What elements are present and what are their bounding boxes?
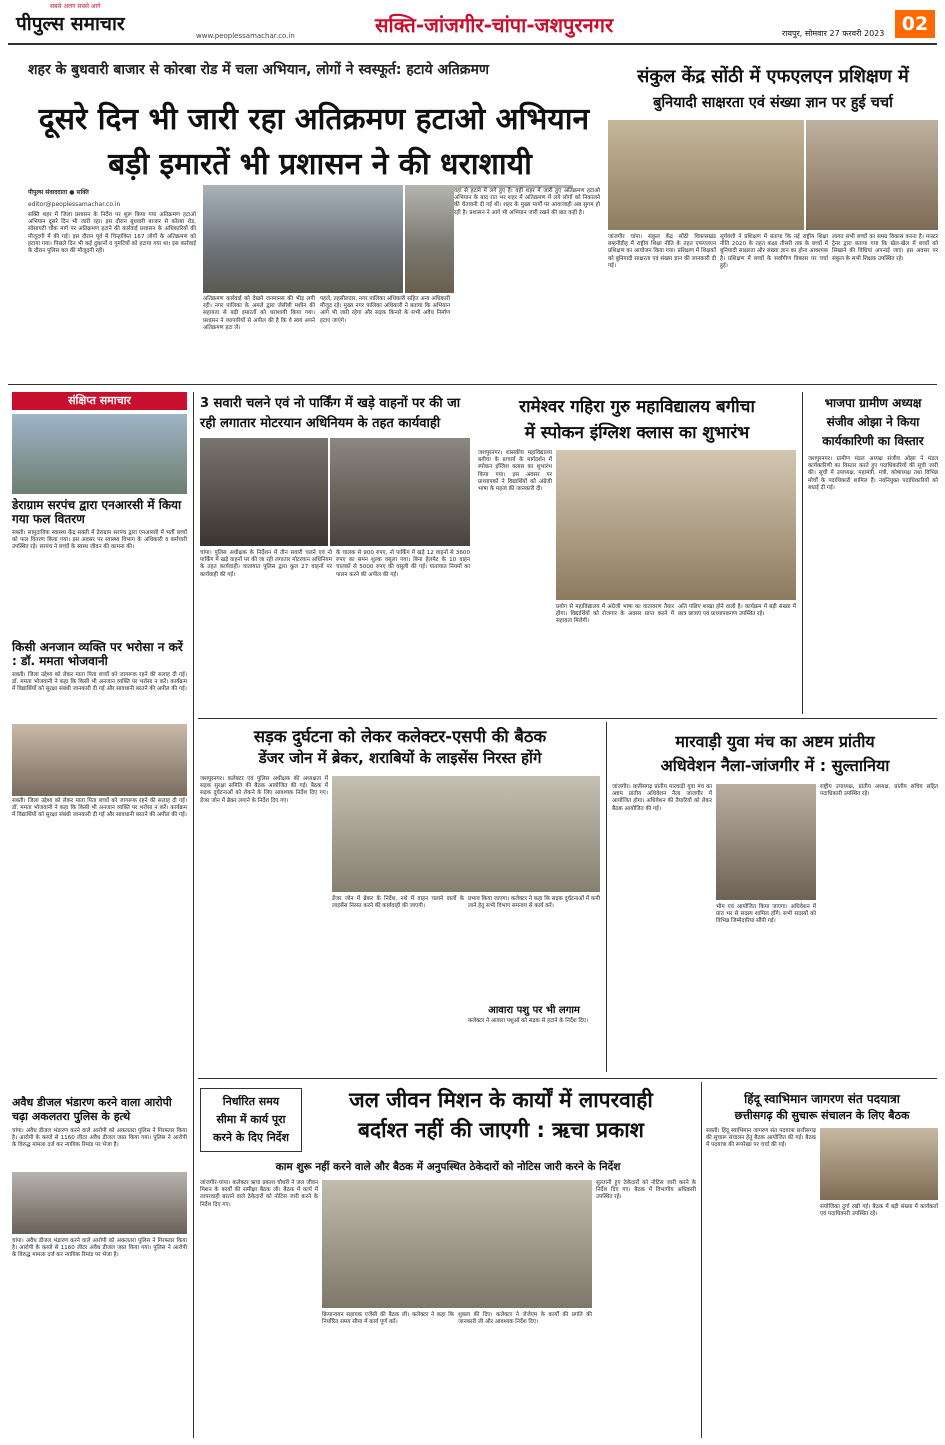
motor-headline-2: रही लगातार मोटरयान अधिनियम के तहत कार्यवाही <box>200 416 441 431</box>
lead-email: editor@peoplessamachar.co.in <box>28 201 121 208</box>
brief-1-headline: डेराग्राम सरपंच द्वारा एनआरसी में किया गया फल वितरण <box>12 498 182 526</box>
brief-3-body-cont: चांपा। अवैध डीजल भंडारण करने वाले आरोपी को अकलतरा पुलिस ने गिरफ्तार किया है। आरोपी के कब्जे से 1160 लीटर अवैध डीजल जब्त किया गया। पुलिस ने आरोपी के विरुद्ध मामला दर्ज कर न्यायिक रिमांड पर भेजा है। <box>12 1238 189 1259</box>
motor-photo-2 <box>330 438 470 546</box>
brief-2-body-cont: सक्ती। जिला उद्देश्य को लेकर माता पिता बच्चों को जागरूक रहने की सलाह दी गई। डॉ. ममता भोजवानी ने कहा कि किसी भी अनजान व्यक्ति पर भरोसा न करें। कार्यक्रम में विद्यार्थियों को सुरक्षा संबंधी जानकारी दी गई और सावधानी बरतने की अपील की गई। <box>12 798 189 819</box>
divider-1 <box>8 384 937 385</box>
jal-subheadline: काम शुरू नहीं करने वाले और बैठक में अनुपस्थित ठेकेदारों को नोटिस जारी करने के निर्देश <box>275 1161 621 1173</box>
road-headline-2: डेंजर जोन में ब्रेकर, शराबियों के लाइसेंस निरस्त होंगे <box>258 749 542 767</box>
road-body-col4: कलेक्टर ने आवारा पशुओं को सड़क से हटाने के निर्देश दिए। <box>468 1018 589 1024</box>
marwari-headline-1: मारवाड़ी युवा मंच का अष्टम प्रांतीय <box>675 732 875 751</box>
jal-body-col2: क्रियान्वयन सहायक एजेंसी की बैठक ली। कलेक्टर ने कहा कि निर्धारित समय सीमा में कार्य पूर्ण करें। <box>322 1312 456 1326</box>
sonthi-photo-1 <box>608 120 804 230</box>
brief-3-headline: अवैध डीजल भंडारण करने वाला आरोपी चढ़ा अकलतरा पुलिस के हत्थे <box>12 1096 172 1123</box>
jal-sidebox-line-1: निर्धारित समय <box>222 1095 280 1108</box>
section-title: सक्ति-जांजगीर-चांपा-जशपुरनगर <box>375 13 614 37</box>
college-photo <box>556 450 796 600</box>
brief-column-rule <box>193 392 194 1438</box>
bjp-headline-1: भाजपा ग्रामीण अध्यक्ष <box>824 396 922 410</box>
road-photo <box>332 776 600 892</box>
road-subheading: आवारा पशु पर भी लगाम <box>488 1005 580 1016</box>
lead-kicker: शहर के बुधवारी बाजार से कोरबा रोड में चला अभियान, लोगों ने स्वस्फूर्त: हटाये अतिक्रमण <box>28 62 490 78</box>
brief-photo-1 <box>12 414 187 494</box>
lead-body-col1: सक्ति शहर में जिला प्रशासन के निर्देश पर शुरू किया गया अतिक्रमण हटाओ अभियान दूसरे दिन भी जारी रहा। इस दौरान बुधवारी बाजार से कोरबा रोड, सोसायटी चौक मार्ग पर अतिक्रमण हटाने की कार्रवाई प्रशासन के अधिकारियों की मौजूदगी में की गई। इस दौरान पूर्व में चिन्हांकित 167 लोगों के अतिक्रमण को हटाया गया। पिछले दिन भी कई दुकानों व गुमटियों को हटाया गया था। इस कार्रवाई के दौरान पुलिस बल की मौजूदगी रही। <box>28 212 198 255</box>
masthead <box>0 0 945 44</box>
page-number: 02 <box>895 10 935 38</box>
lead-byline: पीपुल्स संवाददाता ● सक्ति <box>28 189 89 196</box>
jal-body-col1: जांजगीर-चांपा। कलेक्टर ऋचा प्रकाश चौधरी ने जल जीवन मिशन के कार्यों की समीक्षा बैठक ली। बैठक में कार्य में लापरवाही बरतने वाले ठेकेदारों को नोटिस जारी करने के निर्देश दिए गए। <box>200 1180 320 1208</box>
divider-2 <box>198 718 937 719</box>
sonthi-photo-2 <box>806 120 938 230</box>
brief-2-headline: किसी अनजान व्यक्ति पर भरोसा न करें : डॉ. ममता भोजवानी <box>12 640 183 668</box>
lead-body-col2: अतिक्रमण कार्रवाई को देखने जनमानस की भीड़ लगी रही। नगर पालिका के अमले द्वारा जेसीबी मशीन की सहायता से बड़ी इमारतों को धराशायी किया गया। प्रशासन ने व्यापारियों से अपील की है कि वे स्वयं अपने अतिक्रमण हटा लें। <box>203 296 317 331</box>
motor-body-col1: चांपा। पुलिस अधीक्षक के निर्देशन में तीन सवारी चलने एवं नो पार्किंग में खड़े वाहनों पर की जा रही लगातार मोटरयान अधिनियम के तहत कार्यवाही। यातायात पुलिस द्वारा कुल 27 वाहनों पर कार्यवाही की गई। <box>200 550 334 578</box>
sonthi-body-col3: लागत सभी बच्चों का समग्र विकास करना है। मास्टर ट्रेनर द्वारा बताया गया कि खेल-खेल में बच्चों को सिखाने की विधियां अपनाई जाएं। इस अवसर पर संकुल के सभी शिक्षक उपस्थित रहे। <box>832 234 940 262</box>
college-body-col3: अति पछिए शाखा होने वाली है। कार्यक्रम में बड़ी संख्या में छात्र छात्राएं एवं प्राध्यापकगण उपस्थित रहे। <box>678 604 798 618</box>
lead-body-col4: वहां से हटाने में लगे हुए हैं। वहीं शहर में जारी हुए अतिक्रमण हटाओ अभियान के बाद रात भर शहर में अतिक्रमण में लगे लोगों को निकालने की चेतावनी दी गई थी। शहर के मुख्य मार्गों पर आवाजाही अब सुगम हो रही है। प्रशासन ने आगे भी अभियान जारी रखने की बात कही है। <box>454 188 600 382</box>
hindu-headline-2: छत्तीसगढ़ की सुचारू संचालन के लिए बैठक <box>734 1109 910 1122</box>
brief-section-label: संक्षिप्त समाचार <box>12 392 187 410</box>
brief-photo-2 <box>12 724 187 796</box>
bjp-body: जशपुरनगर। ग्रामीण मंडल अध्यक्ष संजीव ओझा ने मंडल कार्यकारिणी का विस्तार करते हुए पदाधिकारियों की सूची जारी की। सूची में उपाध्यक्ष, महामंत्री, मंत्री, कोषाध्यक्ष तथा विभिन्न मोर्चों के पदाधिकारी शामिल हैं। नवनियुक्त पदाधिकारियों को बधाई दी गई। <box>808 456 940 491</box>
logo-tagline: सबसे अलग सबसे आगे <box>50 3 101 10</box>
marwari-photo <box>716 784 816 900</box>
jal-photo <box>322 1180 592 1308</box>
logo: पीपुल्स समाचार <box>16 13 125 35</box>
lead-body-col3: पहले, तहसीलदार, नगर पालिका अधिकारी सहित अन्य अधिकारी मौजूद रहे। मुख्य नगर पालिका अधिकारी ने बताया कि अभियान आगे भी जारी रहेगा और सड़क किनारे के सभी अवैध निर्माण हटाए जाएंगे। <box>320 296 452 324</box>
divider-3 <box>198 1078 937 1079</box>
lead-headline-2: बड़ी इमारतें भी प्रशासन ने की धराशायी <box>108 147 532 182</box>
hindu-body-col2: संयोजिका दुर्गा रखी गई। बैठक में बड़ी संख्या में कार्यकर्ता एवं पदाधिकारी उपस्थित रहे। <box>820 1204 940 1218</box>
jal-headline-2: बर्दाश्त नहीं की जाएगी : ऋचा प्रकाश <box>358 1118 644 1142</box>
brief-2-body: सक्ती। जिला उद्देश्य को लेकर माता पिता बच्चों को जागरूक रहने की सलाह दी गई। डॉ. ममता भोजवानी ने कहा कि किसी भी अनजान व्यक्ति पर भरोसा न करें। कार्यक्रम में विद्यार्थियों को सुरक्षा संबंधी जानकारी दी गई और सावधानी बरतने की अपील की गई। <box>12 672 189 693</box>
college-body-col1: जशपुरनगर। शासकीय महाविद्यालय बगीचा के प्राचार्य के मार्गदर्शन में स्पोकन इंग्लिश क्लास का शुभारंभ किया गया। इस अवसर पर प्राध्यापकों ने विद्यार्थियों को अंग्रेजी भाषा के महत्व की जानकारी दी। <box>478 450 554 493</box>
road-body-col2: डेंजर जोन में ब्रेकर के निर्देश, नशे में वाहन चलाने वालों के लाइसेंस निरस्त करने की कार्यवाही की जाएगी। <box>332 896 466 910</box>
marwari-body-col3: राष्ट्रीय उपाध्यक्ष, प्रांतीय अध्यक्ष, प्रांतीय सचिव सहित पदाधिकारी उपस्थित रहे। <box>820 784 940 798</box>
marwari-body-col2: भीम एवं आयोजित किया जाएगा। अधिवेशन में प्रांत भर से सदस्य शामिल होंगे। सभी सदस्यों को विभिन्न जिम्मेदारियां सौंपी गई। <box>716 904 818 925</box>
hindu-photo <box>820 1128 938 1200</box>
road-body-col1: जशपुरनगर। कलेक्टर एवं पुलिस अधीक्षक की अध्यक्षता में सड़क सुरक्षा समिति की बैठक आयोजित की गई। बैठक में सड़क दुर्घटनाओं को रोकने के लिए आवश्यक निर्देश दिए गए। डेंजर जोन में ब्रेकर लगाने के निर्देश दिए गए। <box>200 776 330 804</box>
bjp-column-rule <box>802 392 803 714</box>
hindu-body-col1: सक्ती। हिंदू स्वाभिमान जागरण संत पदयात्रा छत्तीसगढ़ की सुचारू संचालन हेतु बैठक आयोजित की गई। बैठक में पदयात्रा की रूपरेखा पर चर्चा की गई। <box>706 1128 818 1149</box>
marwari-headline-2: अधिवेशन नैला-जांजगीर में : सुल्तानिया <box>660 756 890 775</box>
sonthi-headline-1: संकुल केंद्र सोंठी में एफएलएन प्रशिक्षण में <box>637 66 909 87</box>
marwari-body-col1: जांजगीर। छत्तीसगढ़ प्रांतीय मारवाड़ी युवा मंच का अष्टम प्रांतीय अधिवेशन नैला जांजगीर में आयोजित होगा। अधिवेशन की तैयारियों को लेकर बैठक आयोजित की गई। <box>612 784 714 812</box>
sonthi-body-col1: जांजगीर चांपा। संकुल केंद्र सोंठी विकासखंड बम्हनीडीह में राष्ट्रीय शिक्षा नीति के तहत एफएलएन प्रशिक्षण का आयोजन किया गया। प्रशिक्षण में शिक्षकों को बुनियादी साक्षरता एवं संख्या ज्ञान की जानकारी दी गई। <box>608 234 718 269</box>
jal-headline-1: जल जीवन मिशन के कार्यों में लापरवाही <box>349 1088 653 1112</box>
hindu-headline-1: हिंदू स्वाभिमान जागरण संत पदयात्रा <box>744 1092 900 1106</box>
motor-headline-1: 3 सवारी चलने एवं नो पार्किंग में खड़े वाहनों पर की जा <box>200 396 461 411</box>
jal-sidebox <box>200 1088 302 1152</box>
bjp-headline-3: कार्यकारिणी का विस्तार <box>822 434 924 448</box>
brief-3-body: चांपा। अवैध डीजल भंडारण करने वाले आरोपी को अकलतरा पुलिस ने गिरफ्तार किया है। आरोपी के कब्जे से 1160 लीटर अवैध डीजल जब्त किया गया। पुलिस ने आरोपी के विरुद्ध मामला दर्ज कर न्यायिक रिमांड पर भेजा है। <box>12 1128 189 1149</box>
brief-photo-3 <box>12 1172 187 1234</box>
motor-photo-1 <box>200 438 328 546</box>
marwari-column-rule <box>606 722 607 1072</box>
masthead-rule <box>8 43 937 45</box>
jal-sidebox-line-3: करने के दिए निर्देश <box>212 1131 290 1144</box>
road-headline-1: सड़क दुर्घटना को लेकर कलेक्टर-एसपी की बैठक <box>253 727 547 746</box>
jal-sidebox-line-2: सीमा में कार्य पूरा <box>216 1113 286 1126</box>
sonthi-headline-2: बुनियादी साक्षरता एवं संख्या ज्ञान पर हुई चर्चा <box>653 95 893 111</box>
motor-body-col2: के चालक से 900 रुपए, नो पार्किंग में खड़े 12 वाहनों से 3600 रुपए का समन शुल्क वसूला गया। बिना हेलमेट के 10 वाहन चालकों से 5000 रुपए की वसूली की गई। यातायात नियमों का पालन करने की अपील की गई। <box>336 550 472 578</box>
college-headline-2: में स्पोकन इंग्लिश क्लास का शुभारंभ <box>524 423 750 443</box>
college-body-col2: प्रयोग से महाविद्यालय में अंग्रेजी भाषा का वातावरण तैयार होगा। विद्यार्थियों को रोजगार के अवसर प्राप्त करने में सहायता मिलेगी। <box>556 604 676 625</box>
college-headline-1: रामेश्वर गहिरा गुरु महाविद्यालय बगीचा <box>519 397 755 417</box>
lead-headline-1: दूसरे दिन भी जारी रहा अतिक्रमण हटाओ अभियान <box>38 102 590 137</box>
dateline: रायपुर, सोमवार 27 फरवरी 2023 <box>782 29 885 38</box>
bjp-headline-2: संजीव ओझा ने किया <box>826 415 920 429</box>
site-url: www.peoplessamachar.co.in <box>196 32 295 40</box>
brief-1-body: सक्ती। सामुदायिक स्वास्थ्य केंद्र सक्ती में डेराग्राम सरपंच द्वारा एनआरसी में भर्ती बच्चों को फल वितरण किया गया। इस अवसर पर स्वास्थ्य विभाग के अधिकारी व कर्मचारी उपस्थित रहे। सरपंच ने बच्चों के स्वस्थ जीवन की कामना की। <box>12 530 189 551</box>
hindu-column-rule <box>701 1082 702 1438</box>
sonthi-body-col2: सूर्यवंशी ने प्रशिक्षण में बताया कि नई राष्ट्रीय शिक्षा नीति 2020 के तहत कक्षा तीसरी तक के बच्चों में बुनियादी साक्षरता और संख्या ज्ञान का होना आवश्यक है। प्रशिक्षण में बच्चों के सर्वांगीण विकास पर चर्चा हुई। <box>720 234 830 269</box>
jal-body-col3: शुक्ला की दिए। कलेक्टर ने जेजेएम के कार्यों की प्रगति की जानकारी ली और आवश्यक निर्देश दिए। <box>458 1312 594 1326</box>
road-body-col3: प्रभाव किया जाएगा। कलेक्टर ने कहा कि सड़क दुर्घटनाओं में कमी लाने हेतु सभी विभाग समन्वय से कार्य करें। <box>468 896 602 910</box>
jal-body-col4: सुल्तानी हुए ठेकेदारों को नोटिस जारी करने के निर्देश दिए गए। बैठक में विभागीय अधिकारी उपस्थित रहे। <box>596 1180 698 1201</box>
lead-photo-1 <box>203 185 403 293</box>
